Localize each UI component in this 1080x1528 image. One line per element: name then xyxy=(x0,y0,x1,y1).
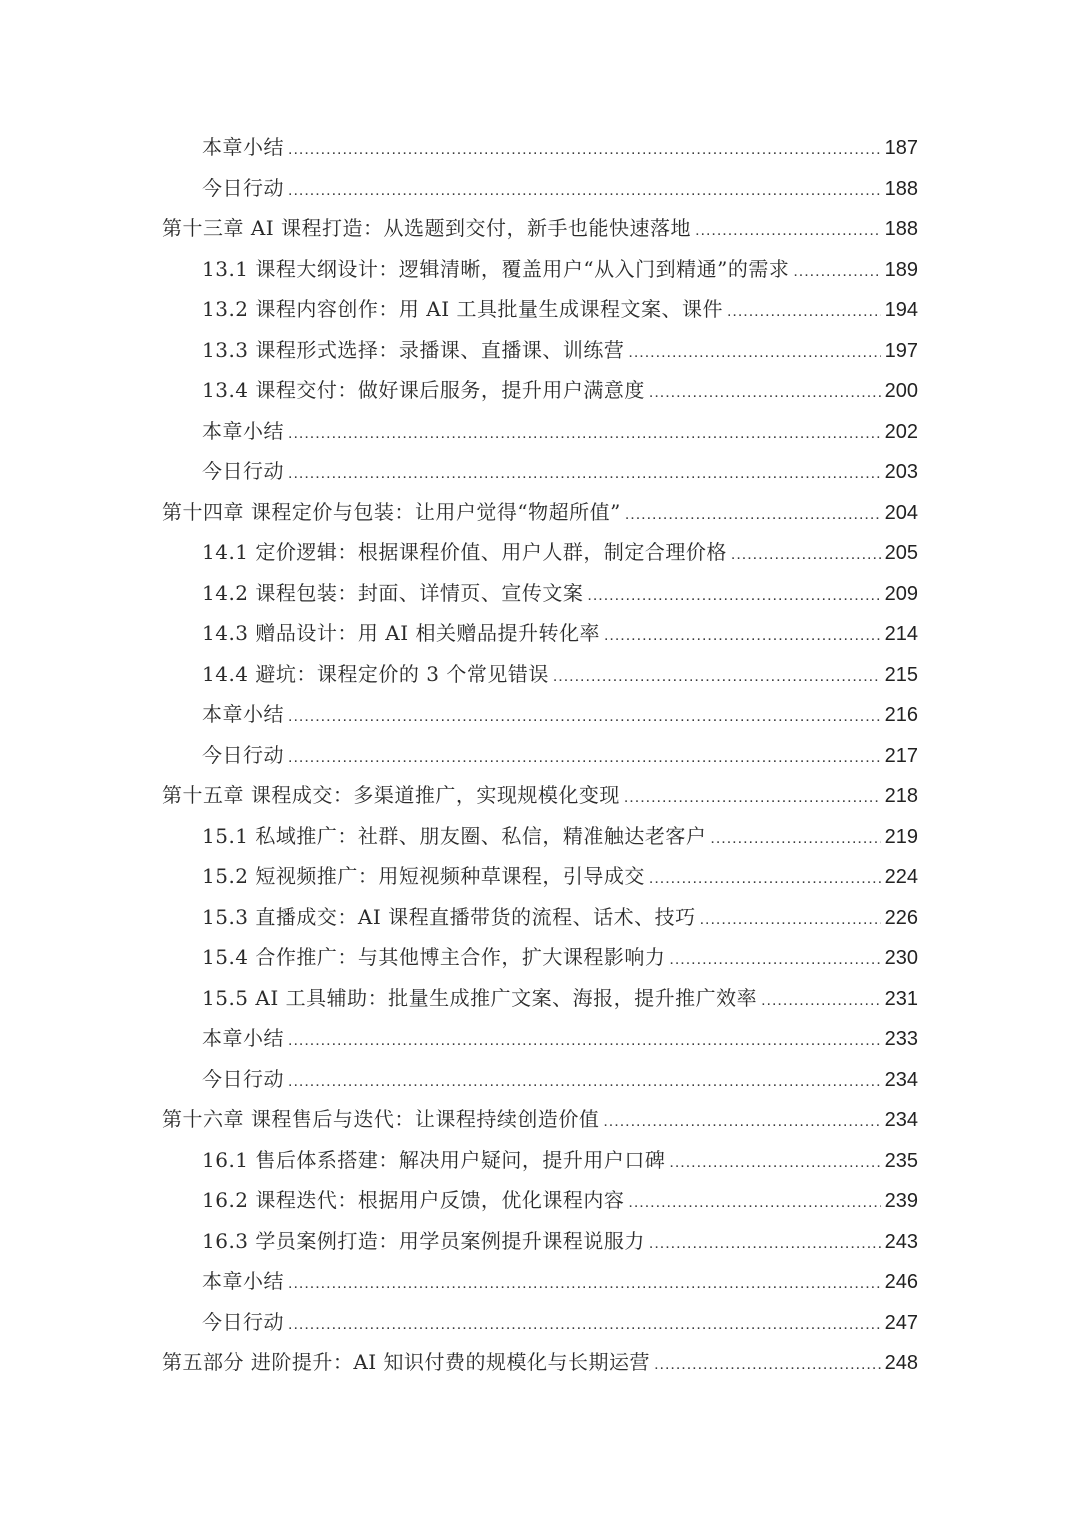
toc-page-number: 235 xyxy=(884,1149,918,1172)
dot-leader xyxy=(288,1264,881,1305)
toc-page-number: 204 xyxy=(884,501,918,524)
toc-page-number: 230 xyxy=(884,947,918,969)
toc-page-number: 231 xyxy=(884,987,918,1010)
toc-page-number: 187 xyxy=(884,137,918,159)
toc-section-entry xyxy=(162,654,918,695)
dot-leader xyxy=(649,373,881,414)
dot-leader xyxy=(695,211,881,252)
dot-leader xyxy=(603,1102,880,1143)
toc-page-number: 205 xyxy=(884,542,918,564)
dot-leader xyxy=(288,738,881,779)
table-of-contents xyxy=(162,127,918,1383)
toc-page-number: 248 xyxy=(884,1352,918,1374)
toc-section-entry xyxy=(162,897,918,938)
dot-leader xyxy=(669,940,880,981)
toc-page-number: 202 xyxy=(884,420,918,443)
dot-leader xyxy=(288,1305,881,1346)
toc-section-entry xyxy=(162,532,918,573)
dot-leader xyxy=(288,414,881,455)
toc-entry-title: 16.1 售后体系搭建：解决用户疑问，提升用户口碑 xyxy=(202,1147,666,1172)
toc-section-entry xyxy=(162,1018,918,1059)
toc-section-entry xyxy=(162,451,918,492)
toc-section-entry xyxy=(162,330,918,371)
toc-section-entry xyxy=(162,694,918,735)
dot-leader xyxy=(288,697,881,738)
toc-section-entry xyxy=(162,856,918,897)
toc-section-entry xyxy=(162,1059,918,1100)
toc-page-number: 215 xyxy=(884,663,918,686)
toc-page-number: 217 xyxy=(884,744,918,767)
dot-leader xyxy=(761,981,881,1022)
toc-entry-title: 15.3 直播成交：AI 课程直播带货的流程、话术、技巧 xyxy=(202,904,696,929)
dot-leader xyxy=(727,292,881,333)
dot-leader xyxy=(288,130,881,171)
toc-entry-title: 今日行动 xyxy=(202,1309,284,1334)
toc-entry-title: 15.4 合作推广：与其他博主合作，扩大课程影响力 xyxy=(202,945,666,969)
dot-leader xyxy=(669,1143,880,1184)
toc-entry-title: 本章小结 xyxy=(202,418,284,443)
toc-page-number: 197 xyxy=(884,339,918,362)
dot-leader xyxy=(700,900,881,941)
toc-page-number: 239 xyxy=(884,1190,918,1212)
toc-page-number: 189 xyxy=(884,258,918,281)
toc-section-entry xyxy=(162,289,918,330)
toc-page-number: 219 xyxy=(884,825,918,848)
toc-entry-title: 第十四章 课程定价与包装：让用户觉得“物超所值” xyxy=(162,499,621,524)
dot-leader xyxy=(288,454,881,495)
toc-entry-title: 15.2 短视频推广：用短视频种草课程，引导成交 xyxy=(202,864,645,888)
toc-entry-title: 本章小结 xyxy=(202,1026,284,1050)
toc-page-number: 246 xyxy=(884,1271,918,1293)
toc-page-number: 247 xyxy=(884,1311,918,1334)
dot-leader xyxy=(288,171,881,212)
toc-section-entry xyxy=(162,573,918,614)
toc-page-number: 203 xyxy=(884,461,918,483)
toc-entry-title: 第十六章 课程售后与迭代：让课程持续创造价值 xyxy=(162,1107,600,1131)
toc-section-entry xyxy=(162,937,918,978)
toc-page-number: 233 xyxy=(884,1028,918,1050)
toc-entry-title: 14.3 赠品设计：用 AI 相关赠品提升转化率 xyxy=(202,621,600,645)
dot-leader xyxy=(587,576,880,617)
toc-page-number: 214 xyxy=(884,623,918,645)
toc-entry-title: 16.3 学员案例打造：用学员案例提升课程说服力 xyxy=(202,1228,645,1253)
toc-section-entry xyxy=(162,249,918,290)
toc-section-entry xyxy=(162,735,918,776)
toc-page-number: 200 xyxy=(884,380,918,402)
toc-entry-title: 15.5 AI 工具辅助：批量生成推广文案、海报，提升推广效率 xyxy=(202,985,758,1010)
dot-leader xyxy=(649,859,881,900)
toc-page-number: 209 xyxy=(884,582,918,605)
toc-entry-title: 本章小结 xyxy=(202,135,284,159)
toc-section-entry xyxy=(162,127,918,168)
toc-entry-title: 今日行动 xyxy=(202,175,284,200)
toc-section-entry xyxy=(162,816,918,857)
toc-entry-title: 16.2 课程迭代：根据用户反馈，优化课程内容 xyxy=(202,1188,625,1212)
toc-entry-title: 13.1 课程大纲设计：逻辑清晰，覆盖用户“从入门到精通”的需求 xyxy=(202,256,790,281)
toc-page-number: 194 xyxy=(884,299,918,321)
dot-leader xyxy=(624,778,881,819)
toc-entry-title: 13.3 课程形式选择：录播课、直播课、训练营 xyxy=(202,337,625,362)
dot-leader xyxy=(710,819,880,860)
toc-entry-title: 15.1 私域推广：社群、朋友圈、私信，精准触达老客户 xyxy=(202,823,707,848)
toc-page-number: 234 xyxy=(884,1068,918,1091)
toc-section-entry xyxy=(162,1221,918,1262)
toc-page-number: 188 xyxy=(884,218,918,240)
dot-leader xyxy=(628,1183,880,1224)
dot-leader xyxy=(654,1345,881,1386)
toc-page-number: 188 xyxy=(884,177,918,200)
toc-section-entry xyxy=(162,1180,918,1221)
toc-entry-title: 13.2 课程内容创作：用 AI 工具批量生成课程文案、课件 xyxy=(202,297,723,321)
dot-leader xyxy=(731,535,881,576)
toc-chapter-entry xyxy=(162,208,918,249)
toc-page-number: 234 xyxy=(884,1109,918,1131)
toc-entry-title: 本章小结 xyxy=(202,702,284,726)
toc-page-number: 218 xyxy=(884,785,918,807)
toc-page-number: 216 xyxy=(884,704,918,726)
toc-section-entry xyxy=(162,411,918,452)
toc-section-entry xyxy=(162,978,918,1019)
toc-chapter-entry xyxy=(162,1342,918,1383)
toc-entry-title: 本章小结 xyxy=(202,1269,284,1293)
toc-page-number: 226 xyxy=(884,906,918,929)
toc-chapter-entry xyxy=(162,492,918,533)
toc-page-number: 224 xyxy=(884,866,918,888)
dot-leader xyxy=(553,657,881,698)
toc-entry-title: 第五部分 进阶提升：AI 知识付费的规模化与长期运营 xyxy=(162,1350,651,1374)
toc-entry-title: 第十五章 课程成交：多渠道推广，实现规模化变现 xyxy=(162,783,620,807)
dot-leader xyxy=(288,1062,881,1103)
toc-chapter-entry xyxy=(162,775,918,816)
toc-section-entry xyxy=(162,168,918,209)
toc-page-number: 243 xyxy=(884,1230,918,1253)
toc-entry-title: 第十三章 AI 课程打造：从选题到交付，新手也能快速落地 xyxy=(162,216,692,240)
toc-section-entry xyxy=(162,613,918,654)
toc-entry-title: 今日行动 xyxy=(202,1066,284,1091)
toc-section-entry xyxy=(162,1302,918,1343)
dot-leader xyxy=(625,495,881,536)
toc-entry-title: 今日行动 xyxy=(202,742,284,767)
toc-entry-title: 13.4 课程交付：做好课后服务，提升用户满意度 xyxy=(202,378,645,402)
toc-chapter-entry xyxy=(162,1099,918,1140)
toc-section-entry xyxy=(162,1261,918,1302)
toc-entry-title: 14.4 避坑：课程定价的 3 个常见错误 xyxy=(202,661,549,686)
toc-section-entry xyxy=(162,1140,918,1181)
dot-leader xyxy=(288,1021,881,1062)
dot-leader xyxy=(649,1224,881,1265)
toc-entry-title: 今日行动 xyxy=(202,459,284,483)
dot-leader xyxy=(793,252,880,293)
dot-leader xyxy=(628,333,880,374)
toc-section-entry xyxy=(162,370,918,411)
dot-leader xyxy=(604,616,881,657)
toc-entry-title: 14.1 定价逻辑：根据课程价值、用户人群，制定合理价格 xyxy=(202,540,727,564)
toc-entry-title: 14.2 课程包装：封面、详情页、宣传文案 xyxy=(202,580,584,605)
